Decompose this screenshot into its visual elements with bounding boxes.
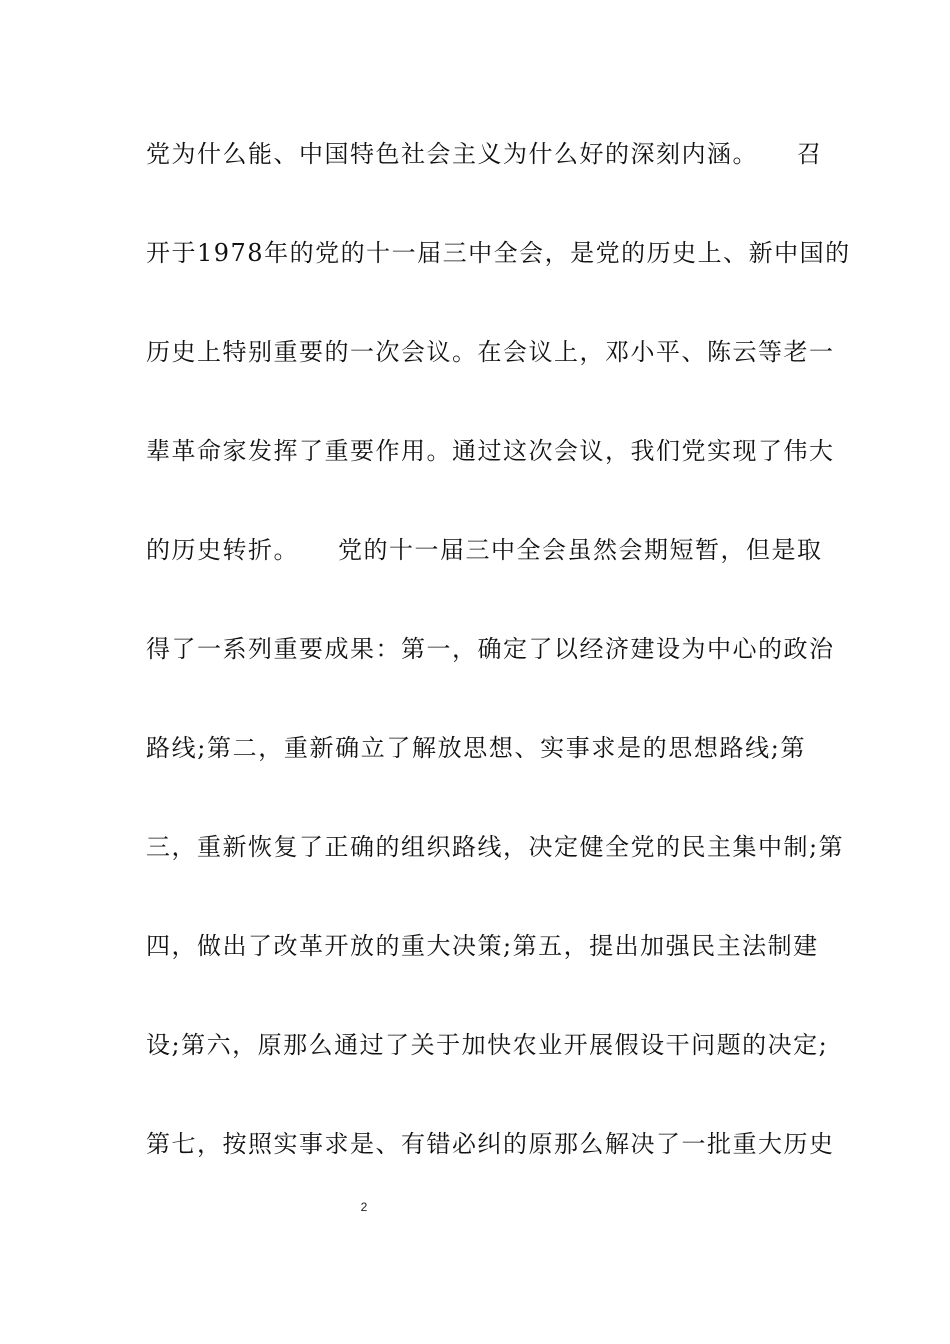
text-line: 设;第六，原那么通过了关于加快农业开展假设干问题的决定; xyxy=(146,1031,829,1059)
text-line: 得了一系列重要成果：第一，确定了以经济建设为中心的政治 xyxy=(146,635,835,663)
page-number: 2 xyxy=(360,1200,368,1214)
text-line: 辈革命家发挥了重要作用。通过这次会议，我们党实现了伟大 xyxy=(146,437,835,465)
text-line: 三，重新恢复了正确的组织路线，决定健全党的民主集中制;第 xyxy=(146,833,845,861)
body-text xyxy=(146,130,851,1219)
text-line: 路线;第二，重新确立了解放思想、实事求是的思想路线;第 xyxy=(146,734,806,762)
text-line: 第七，按照实事求是、有错必纠的原那么解决了一批重大历史 xyxy=(146,1130,835,1158)
text-line: 党为什么能、中国特色社会主义为什么好的深刻内涵。 召 xyxy=(146,140,823,168)
text-line: 四，做出了改革开放的重大决策;第五，提出加强民主法制建 xyxy=(146,932,819,960)
text-line: 的历史转折。 党的十一届三中全会虽然会期短暂，但是取 xyxy=(146,536,823,564)
text-line: 历史上特别重要的一次会议。在会议上，邓小平、陈云等老一 xyxy=(146,338,835,366)
text-line: 开于1978年的党的十一届三中全会，是党的历史上、新中国的 xyxy=(146,239,851,267)
